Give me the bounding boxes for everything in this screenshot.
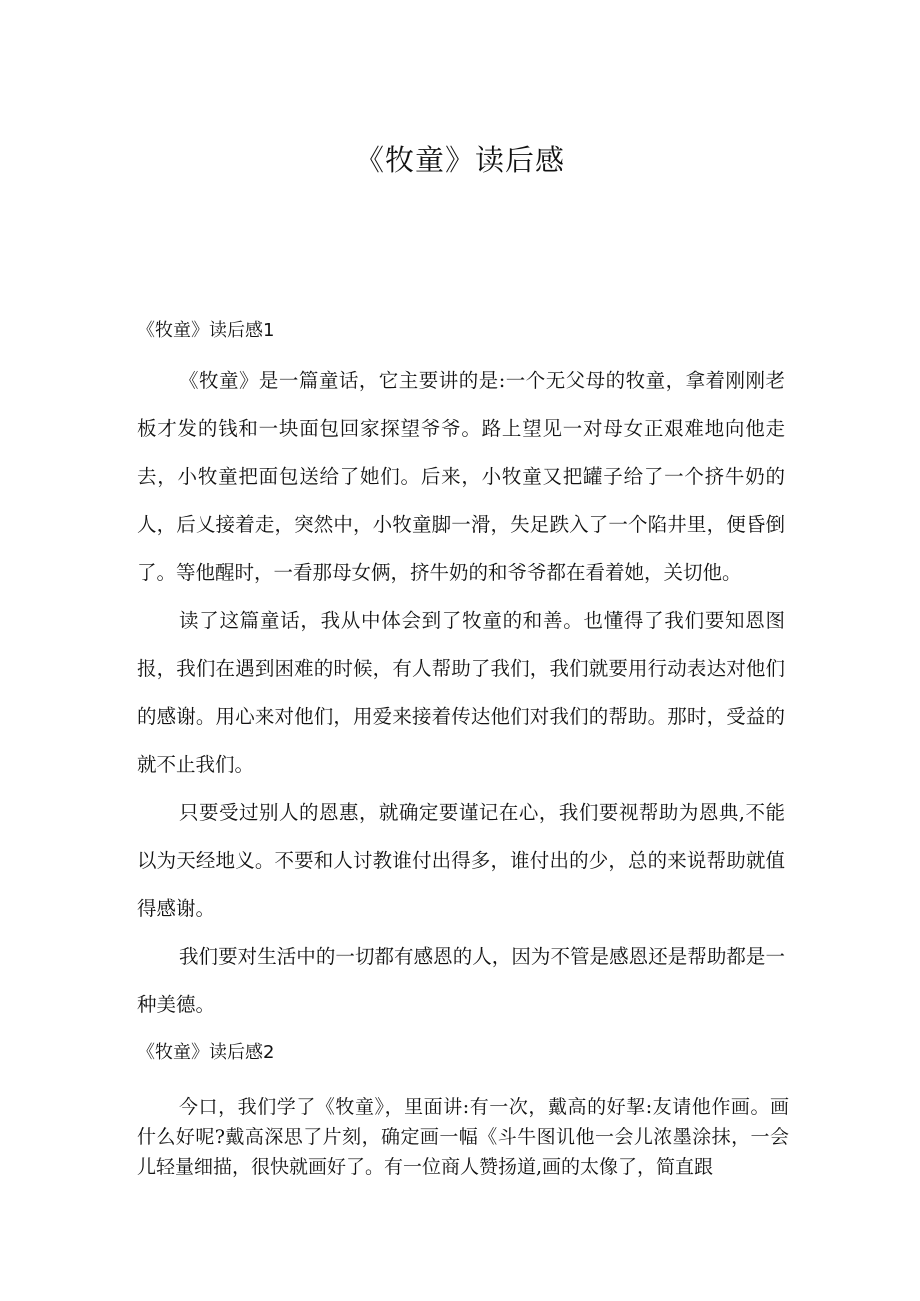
section-heading-2: 《牧童》读后感2 bbox=[137, 1042, 275, 1063]
document-title: 《牧童》读后感 bbox=[354, 143, 565, 177]
section-1-paragraph-4: 我们要对生活中的一切都有感恩的人，因为不管是感恩还是帮助都是一种美德。 bbox=[137, 945, 785, 1016]
section-1-paragraph-1: 《牧童》是一篇童话，它主要讲的是:一个无父母的牧童，拿着刚刚老板才发的钱和一块面包回家探望爷爷。路上望见一对母女正艰难地向他走去，小牧童把面包送给了她们。后来，小牧童又把罐子给了一个挤牛奶的人，后乂接着走，突然中，小牧童脚一滑，失足跌入了一个陷井里，便昏倒了。等他醒时，一看那母女俩，挤牛奶的和爷爷都在看着她，关切他。 bbox=[137, 369, 785, 584]
section-2-paragraph-1: 今口，我们学了《牧童》，里面讲:有一次，戴高的好挈:友请他作画。画什么好呢?戴高深思了片刻，确定画一幅《斗牛图讥他一会儿浓墨涂抹，一会儿轻量细描，很快就画好了。有一位商人赞扬道,画的太像了，简直跟 bbox=[137, 1096, 789, 1178]
section-1-paragraph-3: 只要受过别人的恩惠，就确定要谨记在心，我们要视帮助为恩典,不能以为天经地义。不要和人讨教谁付出得多，谁付出的少，总的来说帮助就值得感谢。 bbox=[137, 801, 785, 920]
section-1-paragraph-2: 读了这篇童话，我从中体会到了牧童的和善。也懂得了我们要知恩图报，我们在遇到困难的时候，有人帮助了我们，我们就要用行动表达对他们的感谢。用心来对他们，用爱来接着传达他们对我们的帮助。那时，受益的就不止我们。 bbox=[137, 609, 785, 776]
section-heading-1: 《牧童》读后感1 bbox=[137, 320, 275, 341]
